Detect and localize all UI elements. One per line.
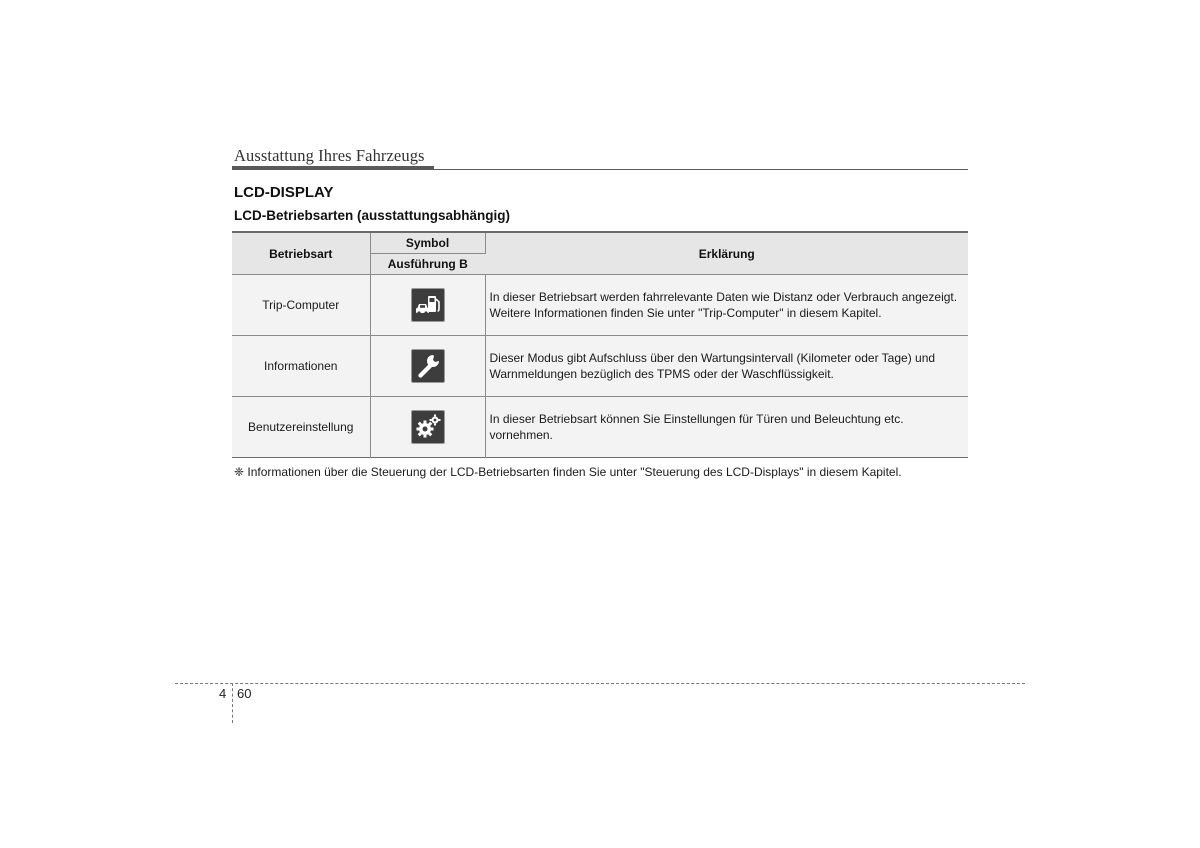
mode-explanation: Dieser Modus gibt Aufschluss über den Wartungsintervall (Kilometer oder Tage) und Warnmeldungen bezüglich des TPMS oder der Waschflüssigkeit. bbox=[485, 336, 968, 397]
running-header-title: Ausstattung Ihres Fahrzeugs bbox=[234, 146, 425, 165]
page-number: 60 bbox=[237, 686, 252, 701]
chapter-number: 4 bbox=[219, 686, 227, 701]
footer-divider bbox=[175, 683, 1025, 684]
mode-name: Informationen bbox=[232, 336, 370, 397]
table-row bbox=[232, 336, 968, 397]
lcd-modes-table bbox=[232, 231, 968, 458]
table-row bbox=[232, 397, 968, 458]
header-symbol: Symbol bbox=[370, 232, 485, 254]
gears-icon bbox=[411, 410, 445, 444]
header-rule bbox=[232, 169, 968, 170]
mode-name: Benutzereinstellung bbox=[232, 397, 370, 458]
footer-divider-vertical bbox=[232, 683, 233, 723]
mode-name: Trip-Computer bbox=[232, 275, 370, 336]
wrench-icon bbox=[411, 349, 445, 383]
header-explanation: Erklärung bbox=[485, 232, 968, 275]
header-symbol-variant: Ausführung B bbox=[370, 254, 485, 275]
header-mode: Betriebsart bbox=[232, 232, 370, 275]
mode-explanation: In dieser Betriebsart können Sie Einstellungen für Türen und Beleuchtung etc. vornehmen. bbox=[485, 397, 968, 458]
mode-explanation: In dieser Betriebsart werden fahrrelevante Daten wie Distanz oder Verbrauch angezeigt. Weitere Informationen finden Sie unter "Trip-Computer" in diesem Kapitel. bbox=[485, 275, 968, 336]
footnote: ❈ Informationen über die Steuerung der LCD-Betriebsarten finden Sie unter "Steuerung des LCD-Displays" in diesem Kapitel. bbox=[234, 465, 902, 479]
table-row bbox=[232, 275, 968, 336]
section-title: LCD-DISPLAY bbox=[234, 184, 334, 201]
section-subtitle: LCD-Betriebsarten (ausstattungsabhängig) bbox=[234, 208, 511, 223]
fuel-car-icon bbox=[411, 288, 445, 322]
